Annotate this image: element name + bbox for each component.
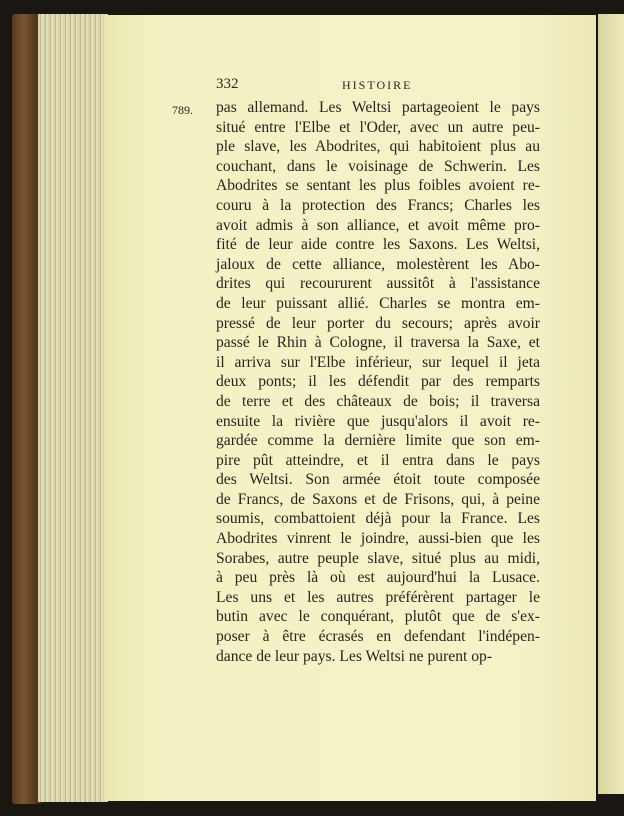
text-line: de terre et des châteaux de bois; il traversa — [216, 392, 540, 410]
text-line: passé le Rhin à Cologne, il traversa la Saxe, et — [216, 334, 540, 352]
text-line: jaloux de cette alliance, molestèrent les Abo- — [216, 255, 540, 273]
text-line: pressé de leur porter du secours; après avoir — [216, 314, 540, 332]
text-line: des Weltsi. Son armée étoit toute composée — [216, 471, 540, 489]
body-text — [216, 98, 540, 666]
text-line: fité de leur aide contre les Saxons. Les Weltsi, — [216, 236, 540, 254]
text-line: Les uns et les autres préférèrent partager le — [216, 588, 540, 606]
text-line: gardée comme la dernière limite que son em- — [216, 432, 540, 450]
text-line: couru à la protection des Francs; Charles les — [216, 196, 540, 214]
text-line: pas allemand. Les Weltsi partageoient le pays — [216, 99, 540, 116]
text-line: de leur puissant allié. Charles se montra em- — [216, 294, 540, 312]
text-line: ensuite la rivière que jusqu'alors il avoit re- — [216, 412, 540, 430]
text-line: ple slave, les Abodrites, qui habitoient plus au — [216, 138, 540, 156]
text-line: avoit admis à son alliance, et avoit même pro- — [216, 216, 540, 234]
text-line: il arriva sur l'Elbe inférieur, sur lequel il jeta — [216, 353, 540, 371]
page-edges — [38, 14, 108, 802]
text-line: poser à être écrasés en defendant l'indépen- — [216, 628, 540, 646]
text-line: butin avec le conquérant, plutôt que de s'ex- — [216, 608, 540, 626]
text-line: soumis, combattoient déjà pour la France. Les — [216, 510, 540, 528]
text-line: Sorabes, autre peuple slave, situé plus au midi, — [216, 549, 540, 567]
text-line: à peu près là où est aujourd'hui la Lusace. — [216, 569, 540, 587]
text-line: Abodrites vinrent le joindre, aussi-bien que les — [216, 530, 540, 548]
text-line: de Francs, de Saxons et de Frisons, qui, à peine — [216, 490, 540, 508]
text-line: dance de leur pays. Les Weltsi ne purent op- — [216, 647, 493, 665]
page-number: 332 — [216, 76, 239, 92]
running-title: HISTOIRE — [342, 78, 413, 92]
text-line: situé entre l'Elbe et l'Oder, avec un autre peu- — [216, 118, 540, 136]
text-line: couchant, dans le voisinage de Schwerin. Les — [216, 157, 540, 175]
margin-year: 789. — [172, 103, 193, 117]
facing-page — [598, 14, 624, 794]
text-line: deux ponts; il les défendit par des remparts — [216, 373, 540, 391]
text-line: pire pût atteindre, et il entra dans le pays — [216, 451, 540, 469]
text-line: drites qui recoururent aussitôt à l'assistance — [216, 275, 540, 293]
text-line: Abodrites se sentant les plus foibles avoient re- — [216, 177, 540, 195]
